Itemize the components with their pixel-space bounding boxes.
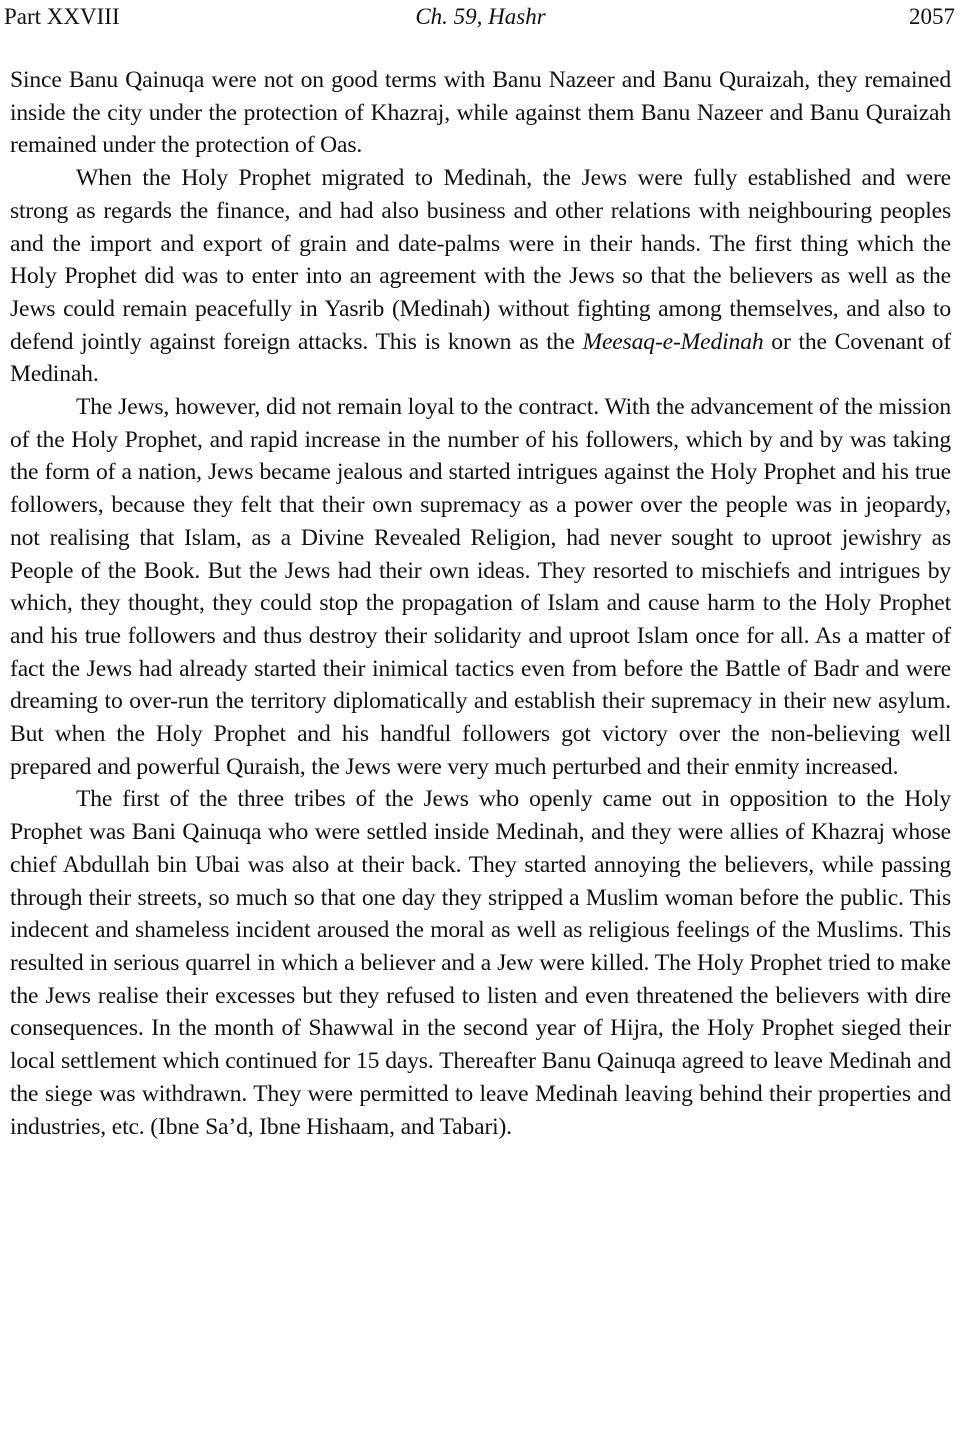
covenant-name: Meesaq-e-Medinah xyxy=(582,328,764,355)
paragraph-2-text: When the Holy Prophet migrated to Medinah, the Jews were fully established and were strong as regards the finance, and had also business and other relations with neighbouring peoples and the import and export of grain and date-palms were in their hands. The first thing which the Holy Prophet did was to enter into an agreement with the Jews so that the believers as well as the Jews could remain peacefully in Yasrib (Medinah) without fighting among themselves, and also to defend jointly against foreign attacks. This is known as the xyxy=(10,165,951,355)
book-page xyxy=(4,0,955,1143)
body-text xyxy=(10,64,951,1143)
page-number: 2057 xyxy=(909,4,955,29)
paragraph-2 xyxy=(10,162,951,391)
paragraph-2-text-end: or the Covenant of Medinah. xyxy=(10,328,951,388)
running-header xyxy=(4,0,955,34)
part-label: Part XXVIII xyxy=(4,4,120,29)
chapter-title: Ch. 59, Hashr xyxy=(415,4,546,29)
paragraph-3: The Jews, however, did not remain loyal to the contract. With the advancement of the mission of the Holy Prophet, and rapid increase in the number of his followers, which by and by was taking the form of a nation, Jews became jealous and started intrigues against the Holy Prophet and his true followers, because they felt that their own supremacy as a power over the people was in jeopardy, not realising that Islam, as a Divine Revealed Religion, had never sought to uproot jewishry as People of the Book. But the Jews had their own ideas. They resorted to mischiefs and intrigues by which, they thought, they could stop the propagation of Islam and cause harm to the Holy Prophet and his true followers and thus destroy their solidarity and uproot Islam once for all. As a matter of fact the Jews had already started their inimical tactics even from before the Battle of Badr and were dreaming to over-run the territory diplomatically and establish their supremacy in their new asylum. But when the Holy Prophet and his handful followers got victory over the non-believing well prepared and powerful Quraish, the Jews were very much perturbed and their enmity increased. xyxy=(10,394,951,780)
paragraph-1: Since Banu Qainuqa were not on good terms with Banu Nazeer and Banu Quraizah, they remained inside the city under the protection of Khazraj, while against them Banu Nazeer and Banu Quraizah remained under the protection of Oas. xyxy=(10,67,951,159)
paragraph-4: The first of the three tribes of the Jews who openly came out in opposition to the Holy Prophet was Bani Qainuqa who were settled inside Medinah, and they were allies of Khazraj whose chief Abdullah bin Ubai was also at their back. They started annoying the believers, while passing through their streets, so much so that one day they stripped a Muslim woman before the public. This indecent and shameless incident aroused the moral as well as religious feelings of the Muslims. This resulted in serious quarrel in which a believer and a Jew were killed. The Holy Prophet tried to make the Jews realise their excesses but they refused to listen and even threatened the believers with dire consequences. In the month of Shawwal in the second year of Hijra, the Holy Prophet sieged their local settlement which continued for 15 days. Thereafter Banu Qainuqa agreed to leave Medinah and the siege was withdrawn. They were permitted to leave Medinah leaving behind their properties and industries, etc. (Ibne Sa’d, Ibne Hishaam, and Tabari). xyxy=(10,786,951,1140)
